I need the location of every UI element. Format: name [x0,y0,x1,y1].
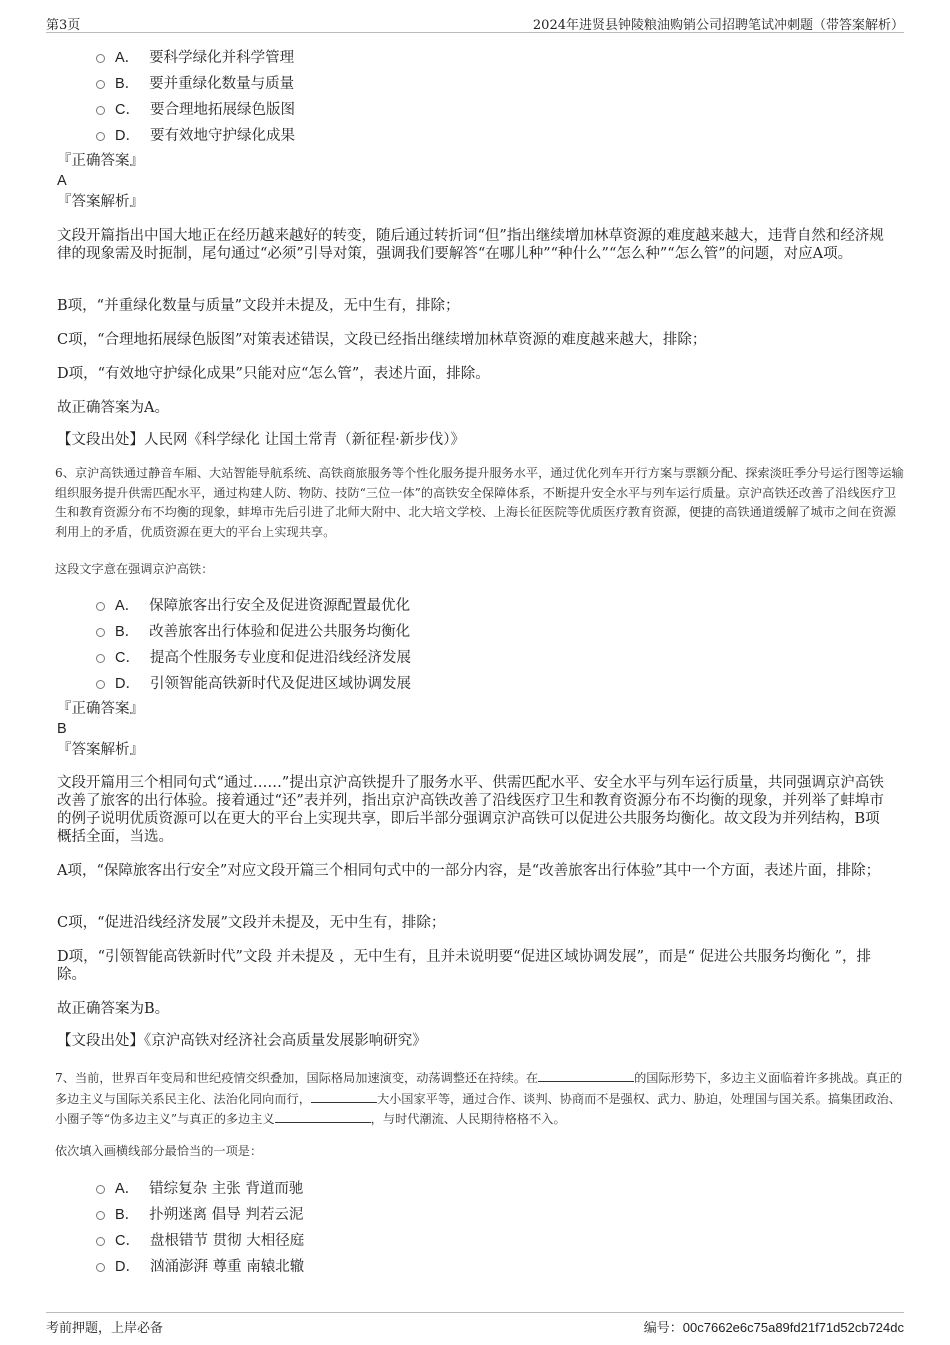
blank-3 [275,1109,371,1123]
q5-analysis-p1: 文段开篇指出中国大地正在经历越来越好的转变，随后通过转折词“但”指出继续增加林草资源的难度越来越大，违背自然和经济规律的现象需及时扼制，尾句通过“必须”引导对策，强调我们要解答“在哪儿种”“种什么”“怎么种”“怎么管”的问题，对应A项。 [57,228,884,262]
document-code: 编号：00c7662e6c75a89fd21f71d52cb724dc [643,1320,904,1336]
page-header [46,14,904,33]
q7-stem: 7、当前，世界百年变局和世纪疫情交织叠加，国际格局加速演变，动荡调整还在持续。在 的国际形势下，多边主义面临着许多挑战。真正的多边主义与国际关系民主化、法治化同向而行， 大小国家平等，通过合作、谈判、协商而不是强权、武力、胁迫，处理国与国关系。搞集团政治、小圈子等“伪多边主义”与真正的多边主义 ，与时代潮流、人民期待格格不入。 [55,1068,905,1130]
q6-conclusion: 故正确答案为B。 [57,1001,170,1017]
q5-conclusion: 故正确答案为A。 [57,400,169,416]
q7-option-a[interactable]: A． 错综复杂 主张 背道而驰 [96,1174,304,1200]
q7-option-d[interactable]: D． 汹涌澎湃 尊重 南辕北辙 [96,1252,304,1278]
blank-1 [538,1068,634,1082]
q5-source: 【文段出处】人民网《科学绿化 让国土常青（新征程·新步伐）》 [57,432,465,448]
q6-source: 【文段出处】《京沪高铁对经济社会高质量发展影响研究》 [57,1033,427,1049]
radio-icon[interactable] [96,54,105,63]
q5-options [96,43,295,147]
q6-stem: 6、京沪高铁通过静音车厢、大站智能导航系统、高铁商旅服务等个性化服务提升服务水平，通过优化列车开行方案与票额分配、探索淡旺季分号运行图等运输组织服务提升供需匹配水平，通过构建人防、物防、技防“三位一体”的高铁安全保障体系，不断提升安全水平与列车运行质量。京沪高铁还改善了沿线医疗卫生和教育资源分布不均衡的现象，蚌埠市先后引进了北师大附中、北大培文学校、上海长征医院等优质医疗教育资源，便捷的高铁通道缓解了城市之间在资源利用上的矛盾，优质资源在更大的平台上实现共享。 [55,466,904,539]
radio-icon[interactable] [96,80,105,89]
radio-icon[interactable] [96,654,105,663]
q5-option-a[interactable]: A． 要科学绿化并科学管理 [96,43,295,69]
radio-icon[interactable] [96,1211,105,1220]
page-number: 第3页 [46,18,81,33]
blank-2 [311,1089,377,1103]
radio-icon[interactable] [96,132,105,141]
q5-option-b[interactable]: B． 要并重绿化数量与质量 [96,69,295,95]
q7-option-b[interactable]: B． 扑朔迷离 倡导 判若云泥 [96,1200,304,1226]
q6-option-d[interactable]: D． 引领智能高铁新时代及促进区域协调发展 [96,669,411,695]
document-title: 2024年进贤县钟陵粮油购销公司招聘笔试冲刺题（带答案解析） [532,18,904,33]
radio-icon[interactable] [96,1263,105,1272]
q6-analysis-p3: C项，“促进沿线经济发展”文段并未提及，无中生有，排除； [57,915,446,931]
q5-analysis-label: 『答案解析』 [57,194,144,210]
q6-analysis-label: 『答案解析』 [57,742,144,758]
q6-option-b[interactable]: B． 改善旅客出行体验和促进公共服务均衡化 [96,617,411,643]
radio-icon[interactable] [96,1237,105,1246]
q5-option-c[interactable]: C． 要合理地拓展绿色版图 [96,95,295,121]
q6-answer: B [57,721,67,737]
q7-option-c[interactable]: C． 盘根错节 贯彻 大相径庭 [96,1226,304,1252]
q5-analysis-p4: D项，“有效地守护绿化成果”只能对应“怎么管”，表述片面，排除。 [57,366,490,382]
q6-analysis-p1: 文段开篇用三个相同句式“通过……”提出京沪高铁提升了服务水平、供需匹配水平、安全水平与列车运行质量，共同强调京沪高铁改善了旅客的出行体验。接着通过“还”表并列，指出京沪高铁改善了沿线医疗卫生和教育资源分布不均衡的现象，并列举了蚌埠市的例子说明优质资源可以在更大的平台上实现共享，即后半部分强调京沪高铁可以促进公共服务均衡化。故文段为并列结构，B项概括全面，当选。 [57,775,884,845]
radio-icon[interactable] [96,602,105,611]
q5-analysis-p3: C项，“合理地拓展绿色版图”对策表述错误，文段已经指出继续增加林草资源的难度越来越大，排除； [57,332,707,348]
q6-prompt: 这段文字意在强调京沪高铁： [55,562,214,576]
radio-icon[interactable] [96,628,105,637]
q7-options [96,1174,304,1278]
q7-prompt: 依次填入画横线部分最恰当的一项是： [55,1144,263,1158]
q6-analysis-p2: A项，“保障旅客出行安全”对应文段开篇三个相同句式中的一部分内容，是“改善旅客出行体验”其中一个方面，表述片面，排除； [57,863,881,879]
page-footer [46,1312,904,1335]
footer-slogan: 考前押题，上岸必备 [46,1321,164,1336]
radio-icon[interactable] [96,106,105,115]
q6-answer-label: 『正确答案』 [57,701,144,717]
q6-option-a[interactable]: A． 保障旅客出行安全及促进资源配置最优化 [96,591,411,617]
radio-icon[interactable] [96,680,105,689]
q6-options [96,591,411,695]
q6-analysis-p4: D项，“引领智能高铁新时代”文段 并未提及 ，无中生有，且并未说明要“促进区域协调发展”，而是“ 促进公共服务均衡化 ”，排除。 [57,949,872,983]
q5-answer-label: 『正确答案』 [57,153,144,169]
q5-analysis-p2: B项，“并重绿化数量与质量”文段并未提及，无中生有，排除； [57,298,460,314]
q6-option-c[interactable]: C． 提高个性服务专业度和促进沿线经济发展 [96,643,411,669]
q5-answer: A [57,173,67,189]
q5-option-d[interactable]: D． 要有效地守护绿化成果 [96,121,295,147]
radio-icon[interactable] [96,1185,105,1194]
